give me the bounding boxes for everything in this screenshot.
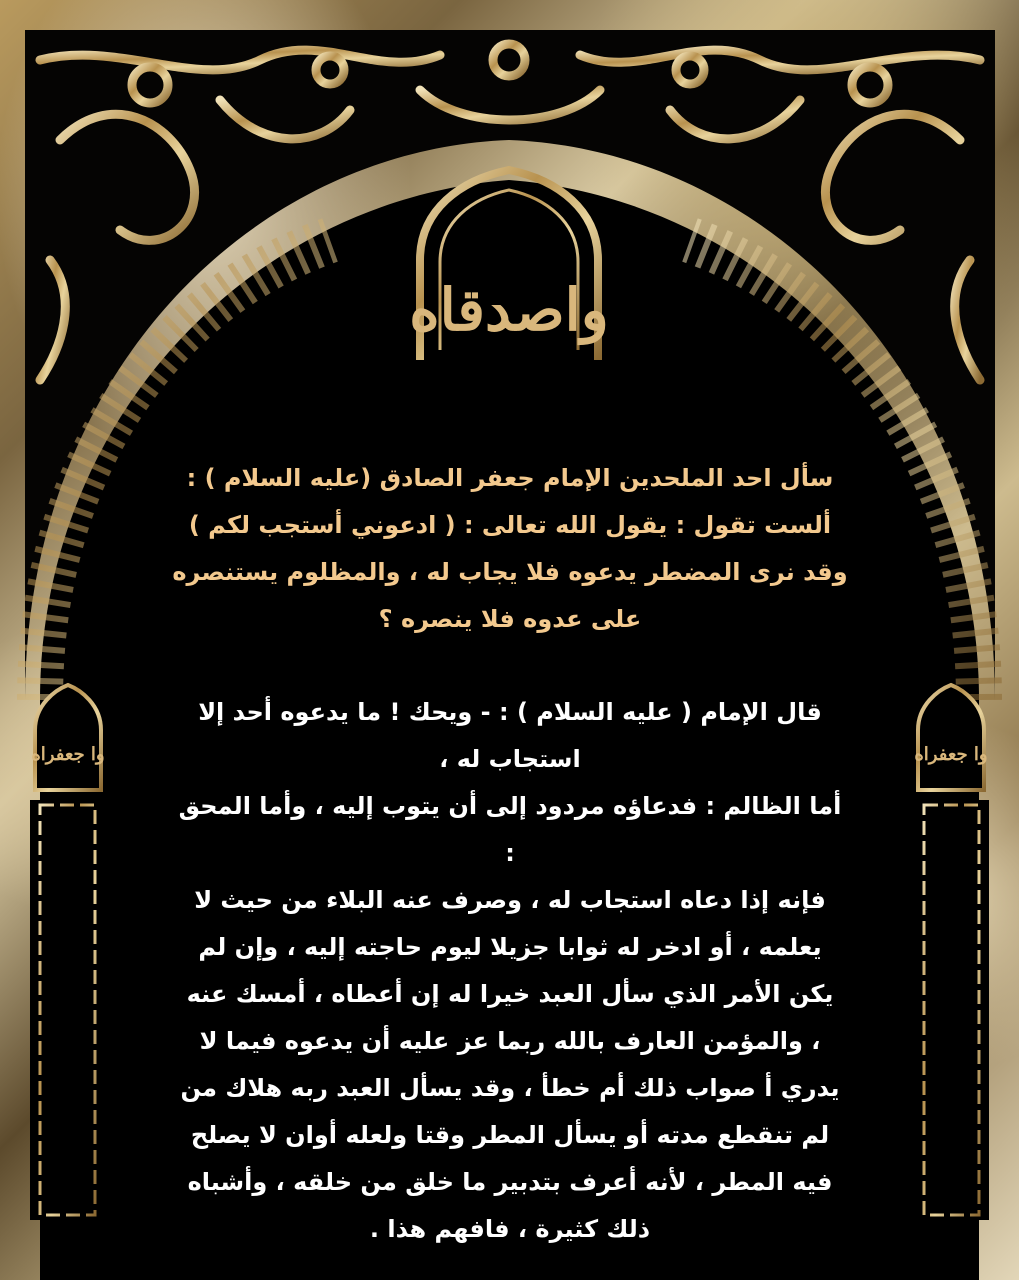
answer-line: يكن الأمر الذي سأل العبد خيرا له إن أعطاه ، أمسك عنه (186, 980, 834, 1008)
answer-line: ذلك كثيرة ، فافهم هذا . (369, 1215, 651, 1243)
right-badge-text: وا جعفراه (914, 744, 988, 765)
question-line: على عدوه فلا ينصره ؟ (378, 605, 642, 633)
left-badge-text: وا جعفراه (31, 744, 105, 765)
answer-line: استجاب له ، (439, 745, 581, 773)
right-column (914, 685, 989, 1220)
answer-line: لم تنقطع مدته أو يسأل المطر وقتا ولعله أوان لا يصلح (190, 1121, 830, 1149)
answer-line: ، والمؤمن العارف بالله ربما عز عليه أن يدعوه فيما لا (199, 1027, 821, 1055)
question-paragraph (170, 455, 850, 643)
answer-paragraph (170, 689, 850, 1253)
answer-line: قال الإمام ( عليه السلام ) : - ويحك ! ما يدعوه أحد إلا (198, 698, 822, 726)
hadith-text-block (170, 455, 850, 1253)
question-line: ألست تقول : يقول الله تعالى : ( ادعوني أستجب لكم ) (188, 511, 832, 539)
answer-line: فإنه إذا دعاه استجاب له ، وصرف عنه البلاء من حيث لا (194, 886, 826, 914)
left-column (30, 685, 105, 1220)
top-logo-text: واصدقاه (409, 276, 609, 344)
answer-line: يدري أ صواب ذلك أم خطأ ، وقد يسأل العبد ربه هلاك من (180, 1074, 840, 1102)
answer-line: فيه المطر ، لأنه أعرف بتدبير ما خلق من خلقه ، وأشباه (187, 1168, 833, 1196)
answer-line: يعلمه ، أو ادخر له ثوابا جزيلا ليوم حاجته إليه ، وإن لم (198, 933, 822, 961)
question-line: سأل احد الملحدين الإمام جعفر الصادق (عليه السلام ) : (186, 464, 834, 492)
question-line: وقد نرى المضطر يدعوه فلا يجاب له ، والمظلوم يستنصره (172, 558, 848, 586)
answer-line: أما الظالم : فدعاؤه مردود إلى أن يتوب إليه ، وأما المحق : (178, 792, 842, 867)
